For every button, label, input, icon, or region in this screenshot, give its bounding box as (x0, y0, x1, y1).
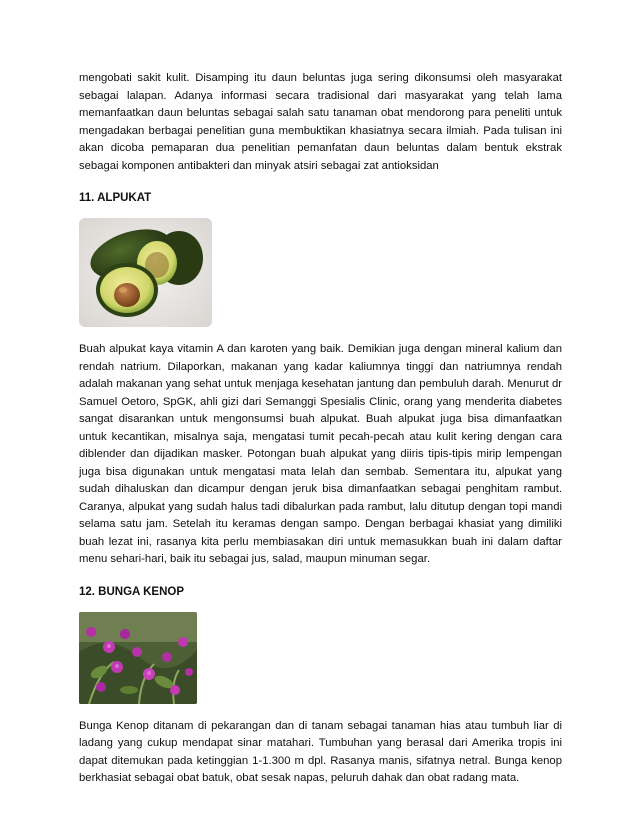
intro-paragraph: mengobati sakit kulit. Disamping itu daun beluntas juga sering dikonsumsi oleh masyarakat sebagai lalapan. Adanya informasi secara tradisional dari masyarakat yang telah lama memanfaatkan daun beluntas sebagai salah satu tanaman obat mendorong para peneliti untuk mengadakan berbagai penelitian guna membuktikan khasiatnya secara ilmiah. Pada tulisan ini akan dicoba pemaparan dua penelitian pemanfatan daun beluntas dalam bentuk ekstrak sebagai komponen antibakteri dan minyak atsiri sebagai zat antioksidan (79, 72, 562, 172)
globe-amaranth-photo (79, 612, 197, 704)
section-heading-alpukat: 11. ALPUKAT (79, 192, 152, 204)
bunga-kenop-paragraph: Bunga Kenop ditanam di pekarangan dan di tanam sebagai tanaman hias atau tumbuh liar di ladang yang cukup mendapat sinar matahari. Tumbuhan yang berasal dari Amerika tropis ini dapat ditemukan pada ketinggian 1-1.300 m dpl. Rasanya manis, sifatnya netral. Bunga kenop berkhasiat sebagai obat batuk, obat sesak napas, peluruh dahak dan obat radang mata. (79, 719, 562, 784)
avocado-photo (79, 218, 212, 327)
section-heading-bunga-kenop: 12. BUNGA KENOP (79, 585, 185, 598)
alpukat-paragraph: Buah alpukat kaya vitamin A dan karoten yang baik. Demikian juga dengan mineral kalium dan rendah natrium. Dilaporkan, makanan yang kadar kaliumnya tinggi dan natriumnya rendah adalah makanan yang sehat untuk menjaga kesehatan jantung dan pembuluh darah. Menurut dr Samuel Oetoro, SpGK, ahli gizi dari Semanggi Spesialis Clinic, orang yang menderita diabetes sangat disarankan untuk mengonsumsi buah alpukat. Buah alpukat juga bisa dimanfaatkan untuk kecantikan, misalnya saja, mengatasi tumit pecah-pecah atau kulit kering dengan cara diblender dan dijadikan masker. Potongan buah alpukat yang diiris tipis-tipis mirip lempengan juga bisa digunakan untuk mengatasi mata lelah dan sembab. Sementara itu, alpukat yang sudah dihaluskan dan dicampur dengan jeruk bisa dimanfaatkan sebagai penghitam rambut. Caranya, alpukat yang sudah halus tadi dibalurkan pada rambut, lalu ditutup dengan topi mandi selama satu jam. Setelah itu keramas dengan sampo. Dengan berbagai khasiat yang dimiliki buah lezat ini, rasanya kita perlu membiasakan diri untuk memasukkan buah ini dalam daftar menu sehari-hari, baik itu sebagai jus, salad, maupun minuman segar. (79, 343, 562, 565)
